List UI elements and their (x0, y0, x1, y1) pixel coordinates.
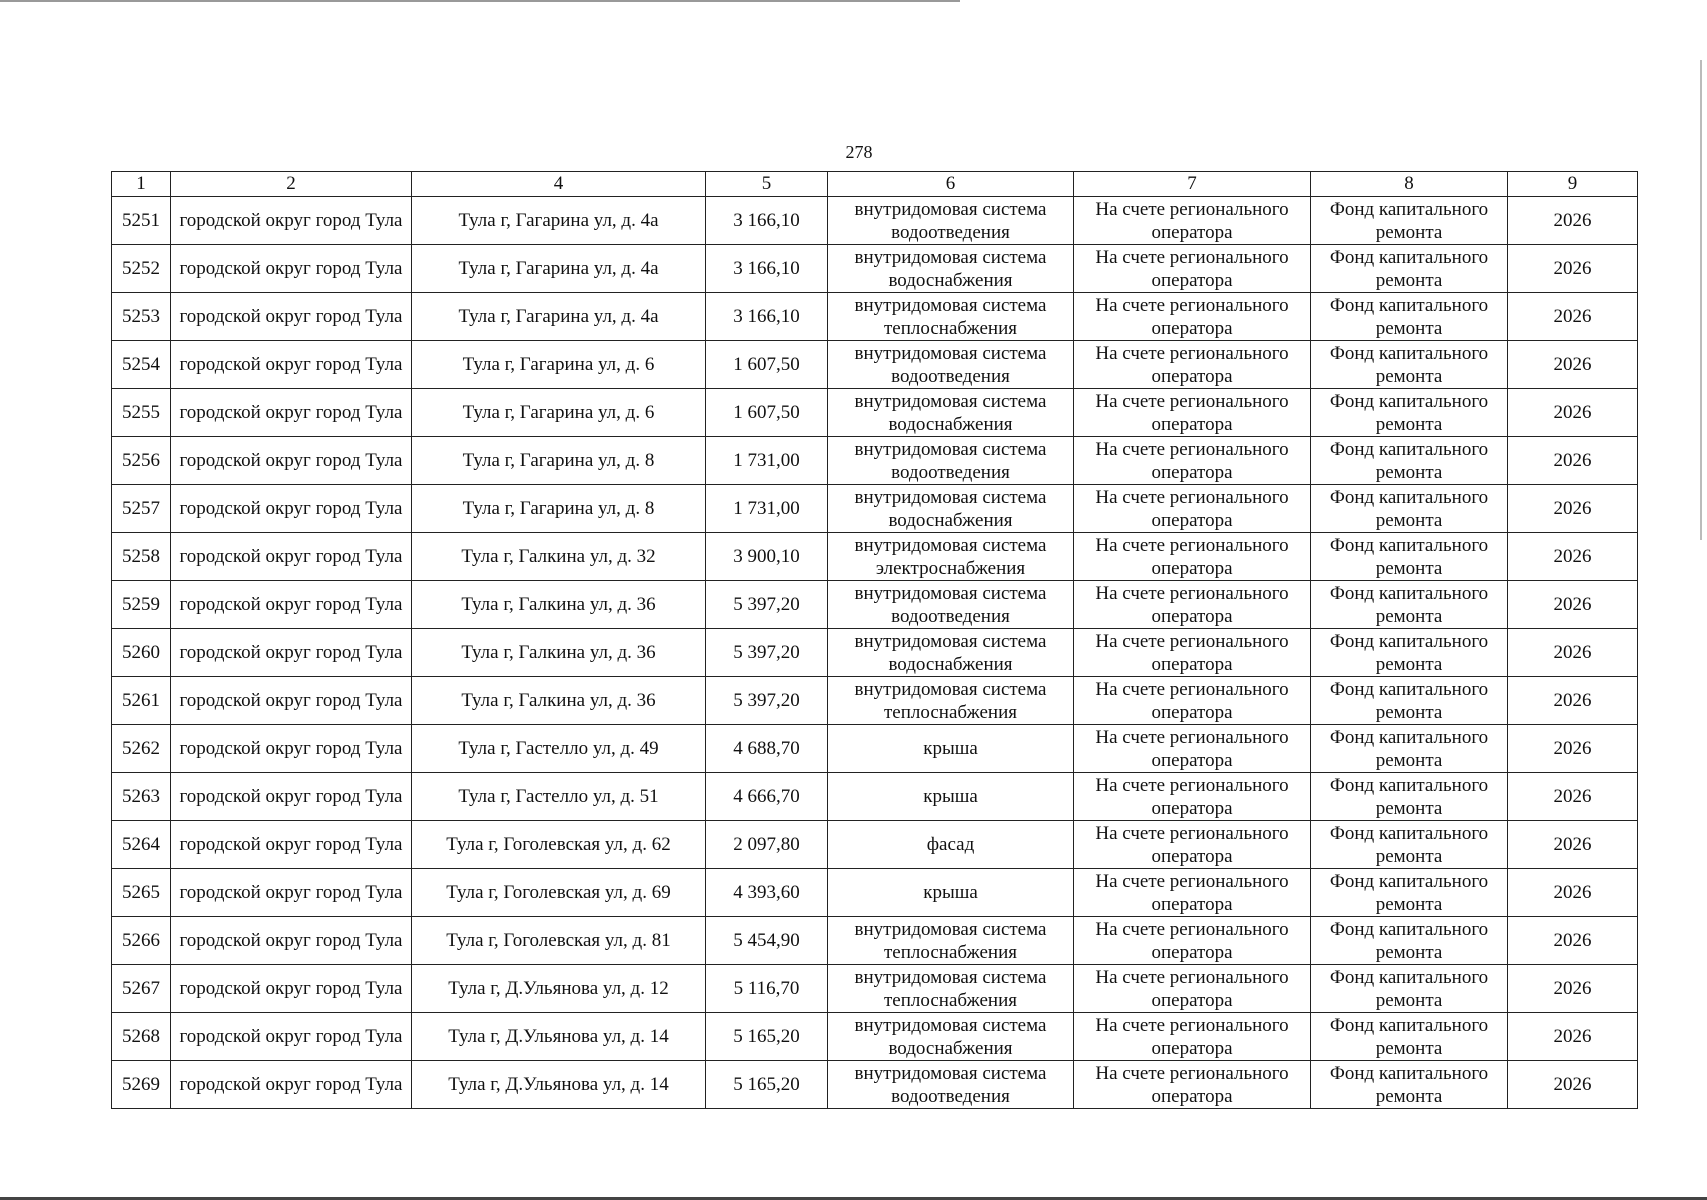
address-cell: Тула г, Гоголевская ул, д. 81 (412, 917, 706, 965)
area-cell: 5 454,90 (706, 917, 828, 965)
address-cell: Тула г, Д.Ульянова ул, д. 12 (412, 965, 706, 1013)
column-header: 8 (1311, 172, 1508, 197)
account-cell: На счете регионального оператора (1074, 485, 1311, 533)
fund-cell: Фонд капитального ремонта (1311, 677, 1508, 725)
element-cell: внутридомовая система теплоснабжения (828, 293, 1074, 341)
column-header: 5 (706, 172, 828, 197)
table-row (112, 197, 1638, 245)
header-row (112, 172, 1638, 197)
account-cell: На счете регионального оператора (1074, 341, 1311, 389)
fund-cell: Фонд капитального ремонта (1311, 965, 1508, 1013)
year-cell: 2026 (1508, 245, 1638, 293)
address-cell: Тула г, Гастелло ул, д. 49 (412, 725, 706, 773)
element-cell: внутридомовая система водоснабжения (828, 245, 1074, 293)
municipality-cell: городской округ город Тула (171, 773, 412, 821)
fund-cell: Фонд капитального ремонта (1311, 389, 1508, 437)
table-row (112, 965, 1638, 1013)
table-row (112, 629, 1638, 677)
account-cell: На счете регионального оператора (1074, 533, 1311, 581)
year-cell: 2026 (1508, 1013, 1638, 1061)
column-header: 1 (112, 172, 171, 197)
fund-cell: Фонд капитального ремонта (1311, 869, 1508, 917)
area-cell: 4 393,60 (706, 869, 828, 917)
area-cell: 5 165,20 (706, 1013, 828, 1061)
fund-cell: Фонд капитального ремонта (1311, 533, 1508, 581)
area-cell: 1 607,50 (706, 341, 828, 389)
table-row (112, 245, 1638, 293)
municipality-cell: городской округ город Тула (171, 1061, 412, 1109)
area-cell: 5 165,20 (706, 1061, 828, 1109)
area-cell: 5 116,70 (706, 965, 828, 1013)
area-cell: 2 097,80 (706, 821, 828, 869)
account-cell: На счете регионального оператора (1074, 1013, 1311, 1061)
address-cell: Тула г, Д.Ульянова ул, д. 14 (412, 1013, 706, 1061)
column-header: 9 (1508, 172, 1638, 197)
row-number: 5260 (112, 629, 171, 677)
column-header: 4 (412, 172, 706, 197)
municipality-cell: городской округ город Тула (171, 1013, 412, 1061)
account-cell: На счете регионального оператора (1074, 197, 1311, 245)
page-number: 278 (845, 142, 873, 162)
fund-cell: Фонд капитального ремонта (1311, 1013, 1508, 1061)
element-cell: внутридомовая система водоотведения (828, 1061, 1074, 1109)
address-cell: Тула г, Гоголевская ул, д. 69 (412, 869, 706, 917)
account-cell: На счете регионального оператора (1074, 581, 1311, 629)
area-cell: 5 397,20 (706, 629, 828, 677)
fund-cell: Фонд капитального ремонта (1311, 773, 1508, 821)
year-cell: 2026 (1508, 1061, 1638, 1109)
row-number: 5256 (112, 437, 171, 485)
table-row (112, 1061, 1638, 1109)
row-number: 5255 (112, 389, 171, 437)
year-cell: 2026 (1508, 677, 1638, 725)
account-cell: На счете регионального оператора (1074, 677, 1311, 725)
address-cell: Тула г, Гоголевская ул, д. 62 (412, 821, 706, 869)
area-cell: 1 731,00 (706, 437, 828, 485)
table-row (112, 341, 1638, 389)
fund-cell: Фонд капитального ремонта (1311, 725, 1508, 773)
year-cell: 2026 (1508, 869, 1638, 917)
table-row (112, 725, 1638, 773)
row-number: 5258 (112, 533, 171, 581)
year-cell: 2026 (1508, 965, 1638, 1013)
row-number: 5265 (112, 869, 171, 917)
area-cell: 1 731,00 (706, 485, 828, 533)
year-cell: 2026 (1508, 533, 1638, 581)
table-row (112, 917, 1638, 965)
year-cell: 2026 (1508, 389, 1638, 437)
table-row (112, 773, 1638, 821)
address-cell: Тула г, Гагарина ул, д. 8 (412, 437, 706, 485)
year-cell: 2026 (1508, 581, 1638, 629)
year-cell: 2026 (1508, 725, 1638, 773)
year-cell: 2026 (1508, 437, 1638, 485)
address-cell: Тула г, Д.Ульянова ул, д. 14 (412, 1061, 706, 1109)
account-cell: На счете регионального оператора (1074, 821, 1311, 869)
element-cell: внутридомовая система электроснабжения (828, 533, 1074, 581)
element-cell: внутридомовая система водоснабжения (828, 629, 1074, 677)
fund-cell: Фонд капитального ремонта (1311, 293, 1508, 341)
account-cell: На счете регионального оператора (1074, 293, 1311, 341)
address-cell: Тула г, Галкина ул, д. 36 (412, 677, 706, 725)
municipality-cell: городской округ город Тула (171, 485, 412, 533)
row-number: 5264 (112, 821, 171, 869)
element-cell: внутридомовая система водоотведения (828, 341, 1074, 389)
account-cell: На счете регионального оператора (1074, 245, 1311, 293)
element-cell: внутридомовая система теплоснабжения (828, 965, 1074, 1013)
table-row (112, 293, 1638, 341)
element-cell: внутридомовая система водоснабжения (828, 389, 1074, 437)
account-cell: На счете регионального оператора (1074, 773, 1311, 821)
year-cell: 2026 (1508, 629, 1638, 677)
year-cell: 2026 (1508, 293, 1638, 341)
scan-edge-right (1700, 60, 1702, 540)
row-number: 5269 (112, 1061, 171, 1109)
row-number: 5263 (112, 773, 171, 821)
row-number: 5259 (112, 581, 171, 629)
area-cell: 3 900,10 (706, 533, 828, 581)
address-cell: Тула г, Гагарина ул, д. 4а (412, 245, 706, 293)
municipality-cell: городской округ город Тула (171, 341, 412, 389)
address-cell: Тула г, Гагарина ул, д. 4а (412, 197, 706, 245)
table-row (112, 821, 1638, 869)
element-cell: внутридомовая система теплоснабжения (828, 917, 1074, 965)
fund-cell: Фонд капитального ремонта (1311, 629, 1508, 677)
municipality-cell: городской округ город Тула (171, 245, 412, 293)
account-cell: На счете регионального оператора (1074, 725, 1311, 773)
table-body (112, 197, 1638, 1109)
register-table (111, 171, 1638, 1109)
year-cell: 2026 (1508, 485, 1638, 533)
fund-cell: Фонд капитального ремонта (1311, 245, 1508, 293)
year-cell: 2026 (1508, 197, 1638, 245)
account-cell: На счете регионального оператора (1074, 437, 1311, 485)
municipality-cell: городской округ город Тула (171, 533, 412, 581)
fund-cell: Фонд капитального ремонта (1311, 437, 1508, 485)
municipality-cell: городской округ город Тула (171, 389, 412, 437)
address-cell: Тула г, Гагарина ул, д. 6 (412, 341, 706, 389)
area-cell: 4 666,70 (706, 773, 828, 821)
year-cell: 2026 (1508, 773, 1638, 821)
area-cell: 4 688,70 (706, 725, 828, 773)
account-cell: На счете регионального оператора (1074, 869, 1311, 917)
address-cell: Тула г, Гагарина ул, д. 6 (412, 389, 706, 437)
account-cell: На счете регионального оператора (1074, 917, 1311, 965)
element-cell: внутридомовая система водоотведения (828, 581, 1074, 629)
element-cell: внутридомовая система теплоснабжения (828, 677, 1074, 725)
address-cell: Тула г, Галкина ул, д. 32 (412, 533, 706, 581)
element-cell: внутридомовая система водоснабжения (828, 1013, 1074, 1061)
table-row (112, 533, 1638, 581)
account-cell: На счете регионального оператора (1074, 1061, 1311, 1109)
year-cell: 2026 (1508, 341, 1638, 389)
municipality-cell: городской округ город Тула (171, 677, 412, 725)
fund-cell: Фонд капитального ремонта (1311, 581, 1508, 629)
account-cell: На счете регионального оператора (1074, 965, 1311, 1013)
row-number: 5254 (112, 341, 171, 389)
fund-cell: Фонд капитального ремонта (1311, 1061, 1508, 1109)
row-number: 5261 (112, 677, 171, 725)
area-cell: 5 397,20 (706, 581, 828, 629)
row-number: 5262 (112, 725, 171, 773)
municipality-cell: городской округ город Тула (171, 965, 412, 1013)
municipality-cell: городской округ город Тула (171, 869, 412, 917)
municipality-cell: городской округ город Тула (171, 725, 412, 773)
element-cell: внутридомовая система водоснабжения (828, 485, 1074, 533)
table-row (112, 581, 1638, 629)
element-cell: крыша (828, 725, 1074, 773)
row-number: 5257 (112, 485, 171, 533)
table-row (112, 677, 1638, 725)
row-number: 5253 (112, 293, 171, 341)
address-cell: Тула г, Галкина ул, д. 36 (412, 629, 706, 677)
element-cell: крыша (828, 869, 1074, 917)
municipality-cell: городской округ город Тула (171, 437, 412, 485)
table-row (112, 389, 1638, 437)
row-number: 5268 (112, 1013, 171, 1061)
element-cell: крыша (828, 773, 1074, 821)
municipality-cell: городской округ город Тула (171, 821, 412, 869)
fund-cell: Фонд капитального ремонта (1311, 341, 1508, 389)
element-cell: внутридомовая система водоотведения (828, 437, 1074, 485)
account-cell: На счете регионального оператора (1074, 389, 1311, 437)
row-number: 5252 (112, 245, 171, 293)
scan-edge-top (0, 0, 960, 2)
municipality-cell: городской округ город Тула (171, 917, 412, 965)
address-cell: Тула г, Гагарина ул, д. 4а (412, 293, 706, 341)
table-row (112, 485, 1638, 533)
fund-cell: Фонд капитального ремонта (1311, 197, 1508, 245)
year-cell: 2026 (1508, 917, 1638, 965)
table-row (112, 869, 1638, 917)
table-row (112, 437, 1638, 485)
table-row (112, 1013, 1638, 1061)
fund-cell: Фонд капитального ремонта (1311, 821, 1508, 869)
area-cell: 3 166,10 (706, 293, 828, 341)
fund-cell: Фонд капитального ремонта (1311, 917, 1508, 965)
fund-cell: Фонд капитального ремонта (1311, 485, 1508, 533)
area-cell: 3 166,10 (706, 197, 828, 245)
row-number: 5251 (112, 197, 171, 245)
element-cell: фасад (828, 821, 1074, 869)
municipality-cell: городской округ город Тула (171, 293, 412, 341)
row-number: 5267 (112, 965, 171, 1013)
year-cell: 2026 (1508, 821, 1638, 869)
area-cell: 3 166,10 (706, 245, 828, 293)
address-cell: Тула г, Гастелло ул, д. 51 (412, 773, 706, 821)
municipality-cell: городской округ город Тула (171, 581, 412, 629)
column-header: 6 (828, 172, 1074, 197)
municipality-cell: городской округ город Тула (171, 197, 412, 245)
account-cell: На счете регионального оператора (1074, 629, 1311, 677)
column-header: 2 (171, 172, 412, 197)
area-cell: 1 607,50 (706, 389, 828, 437)
column-header: 7 (1074, 172, 1311, 197)
row-number: 5266 (112, 917, 171, 965)
address-cell: Тула г, Галкина ул, д. 36 (412, 581, 706, 629)
area-cell: 5 397,20 (706, 677, 828, 725)
address-cell: Тула г, Гагарина ул, д. 8 (412, 485, 706, 533)
element-cell: внутридомовая система водоотведения (828, 197, 1074, 245)
municipality-cell: городской округ город Тула (171, 629, 412, 677)
